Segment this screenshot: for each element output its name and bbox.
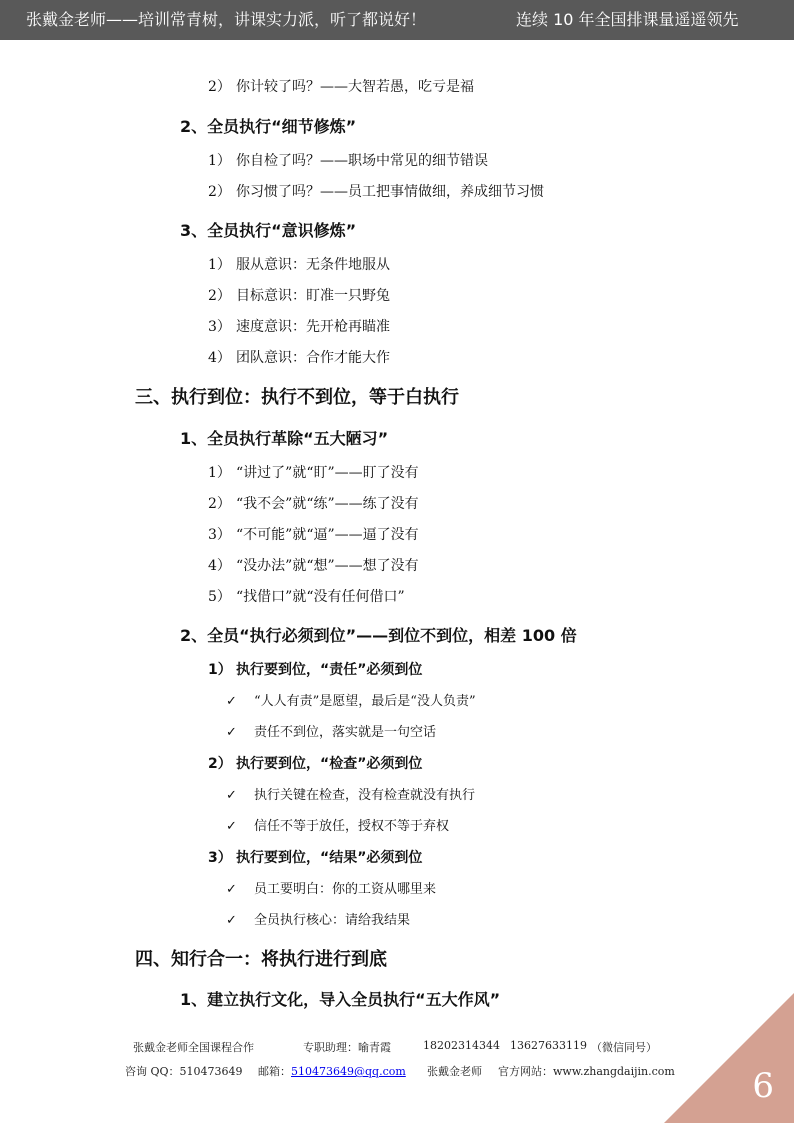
section-heading: 1、建立执行文化，导入全员执行“五大作风”	[180, 990, 501, 1009]
check-icon: ✓	[226, 694, 237, 709]
list-item: 2） “我不会”就“练”——练了没有	[208, 496, 419, 512]
footer-qq: 咨询 QQ：510473649	[125, 1065, 243, 1078]
section-heading: 1、全员执行革除“五大陋习”	[180, 429, 389, 448]
footer-assistant: 专职助理：喻青霞	[303, 1041, 391, 1054]
list-item: 1） 你自检了吗？——职场中常见的细节错误	[208, 153, 488, 169]
check-icon: ✓	[226, 725, 237, 740]
list-item: 2） 目标意识：盯准一只野兔	[208, 288, 390, 304]
list-item: 3） “不可能”就“逼”——逼了没有	[208, 527, 419, 543]
footer-teacher-name: 张戴金老师	[427, 1065, 482, 1078]
section-heading: 2、全员“执行必须到位”——到位不到位，相差 100 倍	[180, 626, 577, 645]
check-item: ✓ 信任不等于放任，授权不等于弃权	[226, 819, 450, 834]
check-icon: ✓	[226, 819, 237, 834]
sub-heading: 3） 执行要到位，“结果”必须到位	[208, 850, 423, 866]
list-item: 1） “讲过了”就“盯”——盯了没有	[208, 465, 419, 481]
list-item: 5） “找借口”就“没有任何借口”	[208, 589, 405, 605]
footer-email: 邮箱：510473649@qq.com	[258, 1065, 406, 1078]
footer-phone-2: 13627633119	[510, 1039, 587, 1052]
check-item: ✓ “人人有责”是愿望，最后是“没人负责”	[226, 694, 476, 709]
footer-cooperation: 张戴金老师全国课程合作	[133, 1041, 254, 1054]
email-link[interactable]: 510473649@qq.com	[291, 1065, 406, 1078]
check-item: ✓ 执行关键在检查，没有检查就没有执行	[226, 788, 476, 803]
page-header	[0, 0, 794, 40]
list-item: 4） 团队意识：合作才能大作	[208, 350, 390, 366]
footer-website: 官方网站：www.zhangdaijin.com	[498, 1065, 675, 1078]
page-corner-decoration	[664, 993, 794, 1123]
chapter-heading: 三、执行到位：执行不到位，等于白执行	[135, 387, 459, 408]
chapter-heading: 四、知行合一：将执行进行到底	[135, 949, 387, 970]
check-item: ✓ 责任不到位，落实就是一句空话	[226, 725, 437, 740]
check-icon: ✓	[226, 788, 237, 803]
sub-heading: 1） 执行要到位，“责任”必须到位	[208, 662, 423, 678]
page-number: 6	[752, 1066, 774, 1106]
check-item: ✓ 全员执行核心：请给我结果	[226, 913, 411, 928]
check-icon: ✓	[226, 913, 237, 928]
corner-triangle	[664, 993, 794, 1123]
list-item: 4） “没办法”就“想”——想了没有	[208, 558, 419, 574]
header-slogan: 张戴金老师——培训常青树，讲课实力派，听了都说好！	[26, 10, 427, 29]
section-heading: 2、全员执行“细节修炼”	[180, 117, 357, 136]
list-item: 1） 服从意识：无条件地服从	[208, 257, 390, 273]
header-tagline: 连续 10 年全国排课量遥遥领先	[516, 10, 739, 29]
list-item: 2） 你计较了吗？——大智若愚，吃亏是福	[208, 79, 474, 95]
sub-heading: 2） 执行要到位，“检查”必须到位	[208, 756, 423, 772]
footer-wechat-note: （微信同号）	[591, 1041, 657, 1054]
check-icon: ✓	[226, 882, 237, 897]
list-item: 3） 速度意识：先开枪再瞄准	[208, 319, 390, 335]
check-item: ✓ 员工要明白：你的工资从哪里来	[226, 882, 437, 897]
section-heading: 3、全员执行“意识修炼”	[180, 221, 357, 240]
list-item: 2） 你习惯了吗？——员工把事情做细，养成细节习惯	[208, 184, 544, 200]
footer-phone-1: 18202314344	[423, 1039, 500, 1052]
